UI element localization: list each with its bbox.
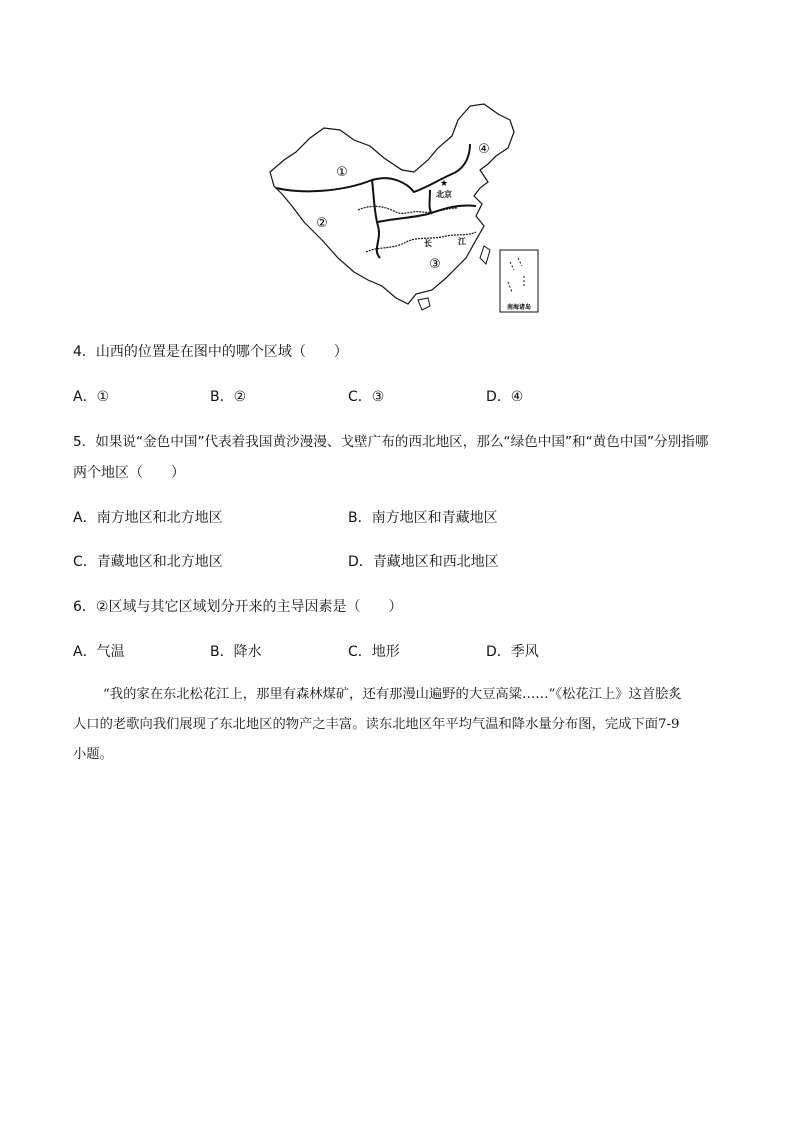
q5-option-c[interactable]: C．青藏地区和北方地区 — [73, 554, 223, 570]
passage-line-1: “我的家在东北松花江上，那里有森林煤矿，还有那漫山遍野的大豆高粱……”《松花江上》这首脍炙 — [103, 687, 682, 702]
river-label-chang: 长 — [424, 239, 432, 248]
china-regions-map — [262, 100, 552, 316]
passage-line-2: 人口的老歌向我们展现了东北地区的物产之丰富。读东北地区年平均气温和降水量分布图，完成下面7-9 — [73, 717, 680, 732]
china-outline — [270, 104, 514, 304]
qinling-huaihe-boundary — [378, 205, 476, 222]
q6-option-c[interactable]: C．地形 — [348, 644, 400, 660]
q4-option-a[interactable]: A．① — [73, 389, 110, 405]
taiwan-island — [480, 246, 490, 264]
q5-option-a[interactable]: A．南方地区和北方地区 — [73, 510, 223, 526]
question-4-stem: 4．山西的位置是在图中的哪个区域（ ） — [73, 344, 348, 360]
region-label-4: ④ — [478, 142, 490, 157]
passage-line-3: 小题。 — [73, 747, 113, 762]
region-label-1: ① — [336, 165, 348, 180]
q5-option-d[interactable]: D．青藏地区和西北地区 — [348, 554, 499, 570]
q4-option-b[interactable]: B．② — [210, 389, 247, 405]
hainan-island — [418, 298, 430, 310]
inner-boundary — [430, 190, 433, 214]
question-5-stem-line1: 5．如果说“金色中国”代表着我国黄沙漫漫、戈壁广布的西北地区，那么“绿色中国”和“黄色中国”分别指哪 — [73, 434, 709, 450]
question-5-stem-line2: 两个地区（ ） — [73, 465, 185, 481]
beijing-star-icon: ★ — [439, 179, 449, 189]
qinghai-tibet-boundary — [372, 180, 380, 258]
q6-option-d[interactable]: D．季风 — [486, 644, 539, 660]
region-label-2: ② — [316, 216, 328, 231]
question-6-stem: 6．②区域与其它区域划分开来的主导因素是（ ） — [73, 599, 403, 615]
river-label-jiang: 江 — [458, 237, 466, 246]
q4-option-c[interactable]: C．③ — [348, 389, 385, 405]
q4-option-d[interactable]: D．④ — [486, 389, 524, 405]
reading-passage — [73, 680, 723, 770]
inset-label: 南海诸岛 — [506, 304, 532, 311]
q5-option-b[interactable]: B．南方地区和青藏地区 — [348, 510, 498, 526]
q6-option-b[interactable]: B．降水 — [210, 644, 262, 660]
region-label-3: ③ — [429, 257, 441, 272]
q6-option-a[interactable]: A．气温 — [73, 644, 125, 660]
beijing-label: 北京 — [436, 190, 452, 199]
inset-dashes — [508, 258, 524, 292]
